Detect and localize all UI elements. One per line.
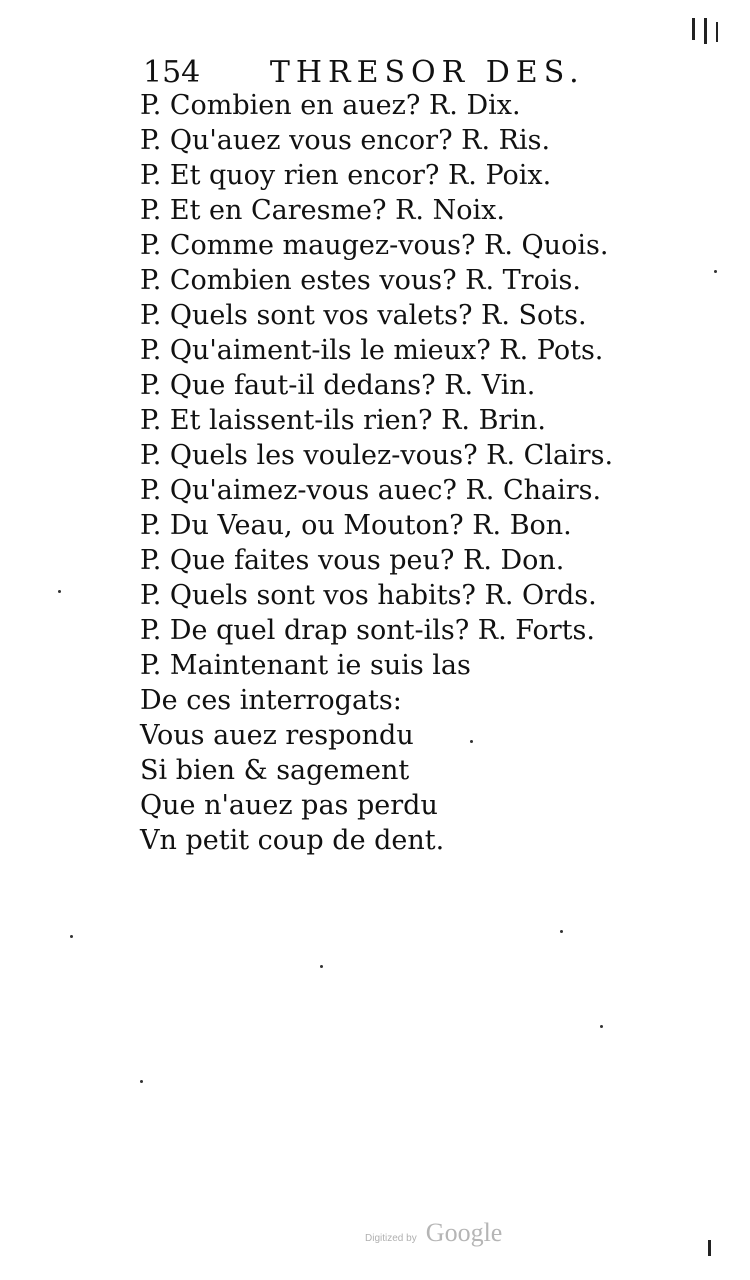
scan-speck [600, 1025, 603, 1028]
text-line: De ces interrogats: [140, 685, 402, 716]
text-line: P. Que faites vous peu? R. Don. [140, 545, 565, 576]
text-line: P. Et en Caresme? R. Noix. [140, 195, 505, 226]
scan-speck [70, 935, 73, 938]
text-line: P. Et laissent-ils rien? R. Brin. [140, 405, 546, 436]
scan-edge-mark [716, 22, 718, 42]
text-line: P. Qu'auez vous encor? R. Ris. [140, 125, 551, 156]
text-line: P. Maintenant ie suis las [140, 650, 471, 681]
text-line: P. Comme maugez-vous? R. Quois. [140, 230, 609, 261]
page-number: 154 [143, 55, 201, 90]
digitization-watermark [365, 1218, 502, 1248]
digitized-by-label: Digitized by [365, 1233, 417, 1244]
text-line: Si bien & sagement [140, 755, 410, 786]
text-line: P. Quels sont vos habits? R. Ords. [140, 580, 597, 611]
scan-speck [714, 270, 717, 273]
scan-speck [470, 740, 473, 743]
scan-edge-mark [708, 1240, 711, 1256]
text-line: P. Du Veau, ou Mouton? R. Bon. [140, 510, 572, 541]
text-line: P. Et quoy rien encor? R. Poix. [140, 160, 552, 191]
text-line: P. Que faut-il dedans? R. Vin. [140, 370, 536, 401]
text-line: Vous auez respondu [140, 720, 414, 751]
text-line: P. Qu'aimez-vous auec? R. Chairs. [140, 475, 602, 506]
text-line: Que n'auez pas perdu [140, 790, 438, 821]
scan-edge-mark [704, 18, 707, 44]
scan-speck [320, 965, 323, 968]
text-line: P. Qu'aiment-ils le mieux? R. Pots. [140, 335, 604, 366]
scan-edge-mark [692, 18, 695, 40]
scan-speck [560, 930, 563, 933]
scan-speck [58, 590, 61, 593]
text-line: P. De quel drap sont-ils? R. Forts. [140, 615, 595, 646]
text-line: P. Combien en auez? R. Dix. [140, 90, 521, 121]
page-header [143, 55, 603, 91]
google-logo: Google [425, 1218, 503, 1247]
text-line: P. Combien estes vous? R. Trois. [140, 265, 581, 296]
running-title: THRESOR DES. [269, 55, 585, 90]
text-line: P. Quels les voulez-vous? R. Clairs. [140, 440, 614, 471]
scan-speck [140, 1080, 143, 1083]
text-line: Vn petit coup de dent. [140, 825, 445, 856]
text-body [140, 88, 640, 858]
text-line: P. Quels sont vos valets? R. Sots. [140, 300, 587, 331]
